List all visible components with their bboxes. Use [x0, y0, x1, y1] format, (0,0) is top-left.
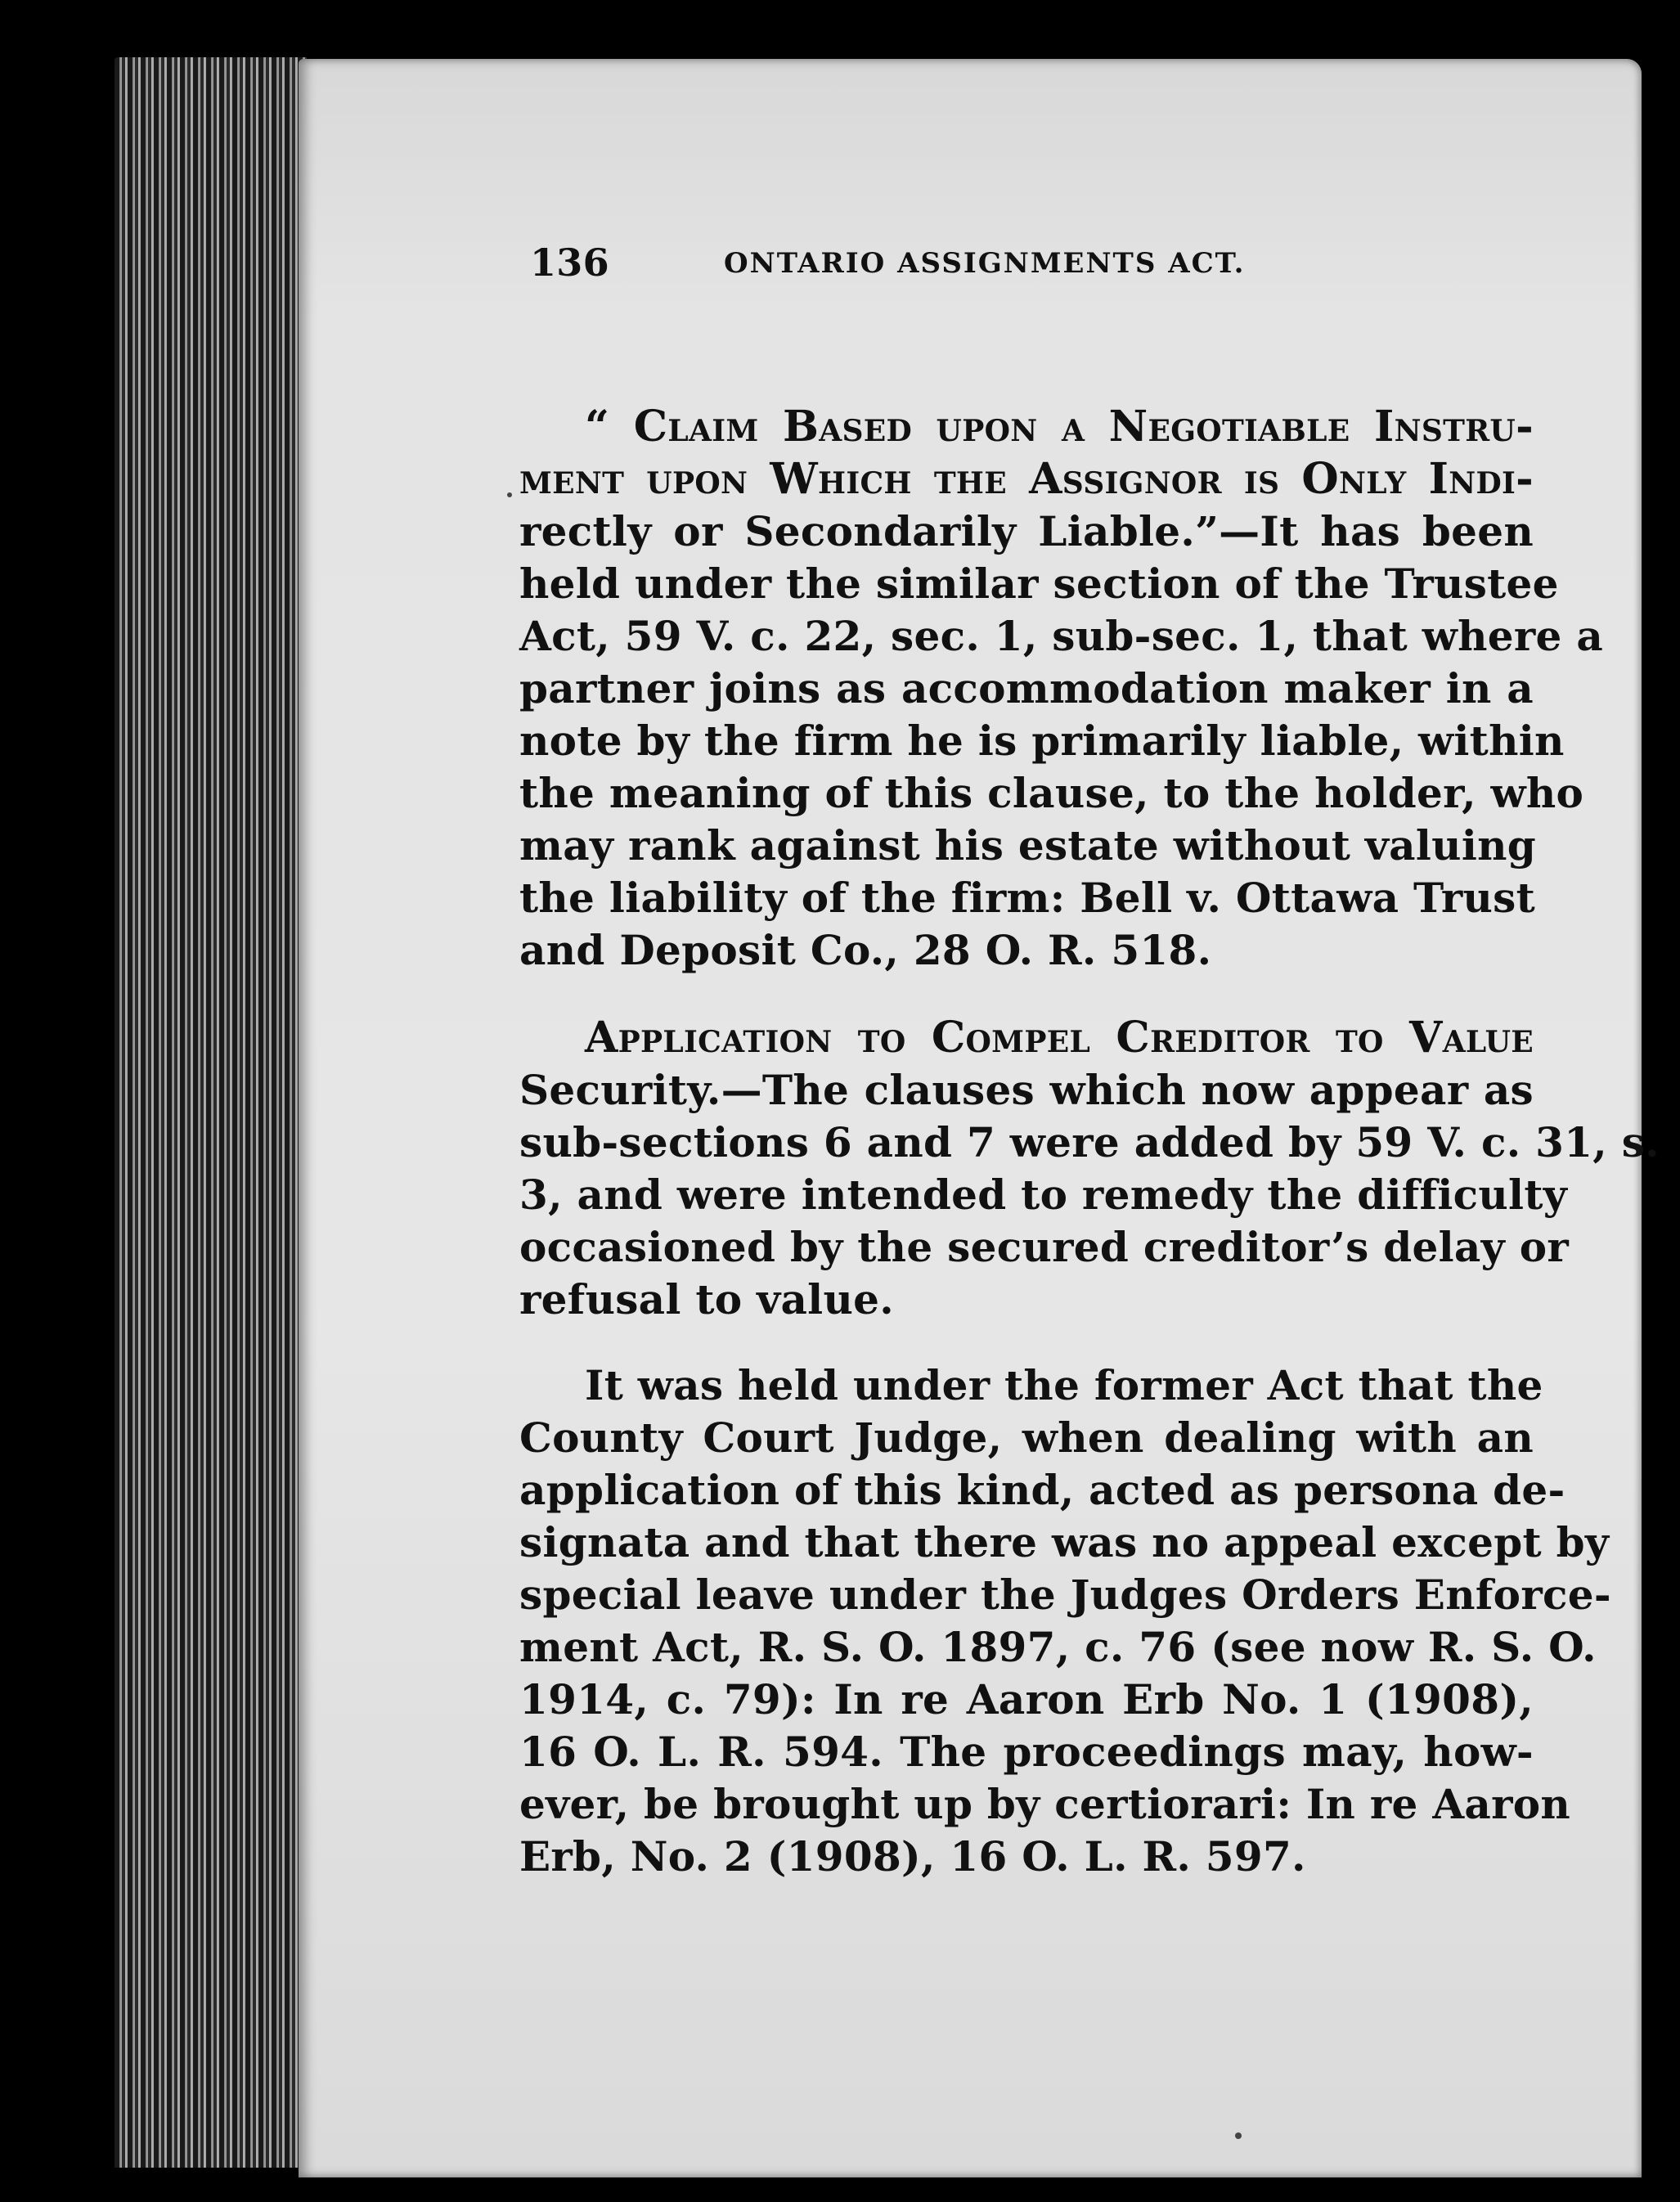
- book-page: [299, 59, 1660, 2177]
- text-line: application of this kind, acted as persona de-: [519, 1466, 1565, 1514]
- text-line: 16 O. L. R. 594. The proceedings may, how-: [519, 1728, 1534, 1776]
- text-line: held under the similar section of the Trustee: [519, 559, 1559, 608]
- text-line: occasioned by the secured creditor’s delay or: [519, 1223, 1569, 1271]
- text-line: sub-sections 6 and 7 were added by 59 V. c. 31, s.: [519, 1118, 1660, 1166]
- text-line: note by the firm he is primarily liable, within: [519, 717, 1565, 765]
- text-line: County Court Judge, when dealing with an: [519, 1413, 1534, 1462]
- book-page-edges: [115, 57, 307, 2168]
- page-number: 136: [530, 240, 609, 285]
- running-head: [530, 240, 1593, 306]
- text-line: Security.—The clauses which now appear as: [519, 1066, 1534, 1114]
- text-line: rectly or Secondarily Liable.”—It has been: [519, 507, 1534, 555]
- paragraph-claim-negotiable-instrument: [519, 401, 1604, 977]
- print-speck: [1235, 2132, 1242, 2139]
- running-title: ONTARIO ASSIGNMENTS ACT.: [724, 247, 1246, 280]
- text-line: the meaning of this clause, to the holder, who: [519, 769, 1584, 817]
- print-speck: [507, 492, 512, 497]
- text-line: Application to Compel Creditor to Value: [585, 1013, 1534, 1063]
- text-line: and Deposit Co., 28 O. R. 518.: [519, 926, 1212, 974]
- text-line: 3, and were intended to remedy the difficulty: [519, 1171, 1568, 1219]
- text-line: ever, be brought up by certiorari: In re Aaron: [519, 1780, 1571, 1828]
- paragraph-application-to-compel: [519, 1012, 1660, 1326]
- text-line: ment Act, R. S. O. 1897, c. 76 (see now R. S. O.: [519, 1623, 1597, 1671]
- text-line: the liability of the firm: Bell v. Ottawa Trust: [519, 874, 1536, 922]
- text-line: partner joins as accommodation maker in a: [519, 664, 1534, 712]
- text-line: Erb, No. 2 (1908), 16 O. L. R. 597.: [519, 1832, 1306, 1881]
- text-line: may rank against his estate without valuing: [519, 821, 1537, 870]
- text-line: It was held under the former Act that the: [585, 1361, 1543, 1409]
- text-line: “ Claim Based upon a Negotiable Instru-: [585, 402, 1534, 452]
- paragraph-former-act-holding: [519, 1359, 1611, 1883]
- text-line: refusal to value.: [519, 1275, 894, 1323]
- text-line: signata and that there was no appeal except by: [519, 1518, 1610, 1566]
- text-line: special leave under the Judges Orders Enforce-: [519, 1571, 1611, 1619]
- text-line: Act, 59 V. c. 22, sec. 1, sub-sec. 1, that where a: [519, 612, 1604, 660]
- text-line: 1914, c. 79): In re Aaron Erb No. 1 (1908),: [519, 1675, 1534, 1723]
- text-line: ment upon Which the Assignor is Only Indi-: [519, 454, 1534, 504]
